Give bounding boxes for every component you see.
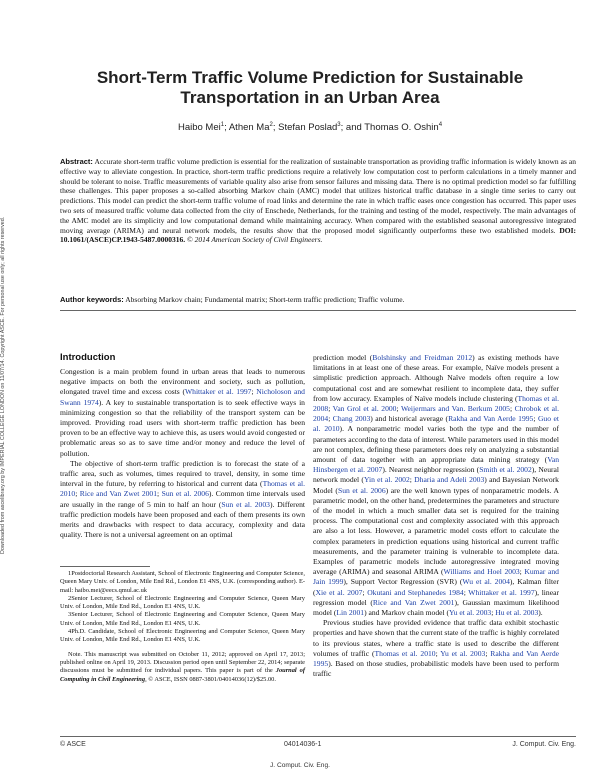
- citation-link[interactable]: Nicholoson and Swann 1974: [60, 387, 305, 407]
- left-column: [60, 367, 305, 540]
- author-affiliation-mark: 1: [220, 122, 225, 128]
- paragraph-text: ;: [435, 648, 441, 658]
- citation-link[interactable]: Van Hinsbergen et al. 2007: [313, 455, 559, 475]
- citation-link[interactable]: Rice and Van Zwet 2001: [79, 489, 158, 499]
- paragraph-text: The objective of short-term traffic prediction is to forecast the state of a traffic area, such as volumes, times required to travel, density, in some time interval in the future, by referring to historical and current data (: [60, 458, 305, 489]
- citation-link[interactable]: Yu et al. 2003: [440, 648, 486, 658]
- footnote-2: 2Senior Lecturer, School of Electronic Engineering and Computer Science, Queen Mary Univ. of London, Mile End Rd., London E1 4NS, U.K.: [60, 594, 305, 611]
- citation-link[interactable]: Rice and Van Zwet 2001: [372, 597, 455, 607]
- footnote-4: 4Ph.D. Candidate, School of Electronic Engineering and Computer Science, Queen Mary Univ. of London, Mile End Rd., London E1 4NS, U.K.: [60, 628, 305, 644]
- keywords-label: Author keywords:: [60, 295, 124, 304]
- citation-link[interactable]: Whittaker et al. 1997: [468, 587, 535, 597]
- citation-link[interactable]: Wu et al. 2004: [462, 577, 510, 587]
- footer-divider: [60, 736, 576, 737]
- citation-link[interactable]: Weijermars and Van. Berkum 2005: [400, 404, 510, 414]
- footer-journal: J. Comput. Civ. Eng.: [512, 741, 576, 748]
- citation-link[interactable]: Thomas et al. 2010: [60, 479, 306, 499]
- paragraph-text: Congestion is a main problem found in urban areas that leads to numerous negative impacts on both the environment and society, such as pollution, elongated travel time and excess costs (: [60, 367, 305, 397]
- citation-link[interactable]: Thomas et al. 2008: [313, 393, 560, 414]
- paragraph-text: ;: [463, 587, 469, 597]
- citation-link[interactable]: Sun et al. 2006: [161, 489, 209, 499]
- citation-link[interactable]: Xie et al. 2007: [315, 587, 363, 597]
- download-side-note: Downloaded from ascelibrary.org by IMPERIAL COLLEGE LONDON on 11/07/14. Copyright ASCE. For personal use only; all rights reserved.: [0, 216, 6, 554]
- citation-link[interactable]: Dharia and Adeli 2003: [414, 475, 485, 485]
- submission-note-text: Note. This manuscript was submitted on October 11, 2012; approved on April 17, 2013; published online on April 19, 2013. Discussion period open until September 22, 2014; separate discussions must be submitted for individual papers. This paper is part of the: [60, 650, 305, 675]
- paragraph-text: ), Gaussian maximum likelihood model (: [313, 597, 560, 618]
- submission-note: [60, 651, 305, 684]
- paragraph-text: ). A key to sustainable transportation is to seek effective ways in minimizing congestion so that the reliability of the transport system can be improved. Providing road users with short-term traffic prediction has been proven to be an effective way to achieve this, as users would avoid congested or problematic areas so as to save time and/or money and reduce the level of pollution.: [60, 397, 305, 458]
- intro-paragraph-2: [60, 459, 305, 541]
- citation-link[interactable]: Rakha and Van Aerde 1995: [313, 648, 560, 669]
- running-footer: J. Comput. Civ. Eng.: [270, 762, 330, 769]
- author-separator: ;: [272, 122, 279, 134]
- author-name: Athen Ma: [228, 122, 270, 134]
- citation-link[interactable]: Lin 2001: [336, 608, 365, 618]
- keywords-text: Absorbing Markov chain; Fundamental matrix; Short-term traffic prediction; Traffic volume.: [125, 295, 405, 304]
- paragraph-text: ;: [251, 387, 257, 397]
- citation-link[interactable]: Whittaker et al. 1997: [184, 387, 252, 397]
- citation-link[interactable]: Williams and Hoel 2003: [443, 567, 520, 577]
- footer-page-number: 04014036-1: [284, 741, 322, 748]
- paragraph-text: ) and historical average (: [370, 414, 449, 424]
- journal-name: Journal of Computing in Civil Engineering: [60, 667, 305, 683]
- paragraph-text: ) and Bayesian Network Model (: [313, 475, 559, 495]
- paragraph-text: ;: [328, 404, 333, 414]
- paragraph-text: ). A nonparametric model varies both the type and the number of parameters according to the data of interest. While parameters used in this model are not complex, defining these parameters does rely on analyzing a substantial amount of data together with an appropriate data mining strategy (: [313, 424, 559, 465]
- introduction-heading: Introduction: [60, 352, 116, 363]
- citation-link[interactable]: Thomas et al. 2010: [374, 648, 436, 658]
- paragraph-text: ), Support Vector Regression (SVR) (: [343, 577, 463, 587]
- paragraph-text: ;: [75, 489, 80, 499]
- citation-link[interactable]: Chrobok et al. 2004: [313, 404, 560, 424]
- intro-paragraph-1: [60, 367, 305, 459]
- author-separator: ; and: [340, 122, 365, 134]
- footnote-3: 3Senior Lecturer, School of Electronic Engineering and Computer Science, Queen Mary Univ. of London, Mile End Rd., London E1 4NS, U.K.: [60, 611, 305, 627]
- paragraph-text: Previous studies have provided evidence that traffic data exhibit stochastic properties and have shown that the current state of the traffic is highly correlated to its previous states, where a traffic state is used to describe the different volumes of traffic (: [313, 618, 559, 658]
- author-keywords: [60, 295, 576, 305]
- citation-link[interactable]: Van Grol et al. 2000: [332, 404, 397, 414]
- paragraph-text: ;: [157, 489, 162, 499]
- citation-link[interactable]: Guo et al. 2010: [313, 414, 559, 434]
- citation-link[interactable]: Hu et al. 2003: [495, 608, 539, 618]
- author-name: Thomas O. Oshin: [364, 122, 439, 134]
- citation-link[interactable]: Kumar and Jain 1999: [313, 567, 559, 587]
- paragraph-text: ). Common time intervals used are usually in the range of 5 min to half an hour (: [60, 489, 306, 509]
- abstract-label: Abstract:: [60, 157, 93, 166]
- paragraph-text: ). Nearest neighbor regression (: [382, 465, 480, 475]
- intro-paragraph-4: [313, 618, 559, 679]
- paragraph-text: ;: [491, 608, 496, 618]
- citation-link[interactable]: Okutani and Stephanedes 1984: [367, 587, 464, 597]
- paper-title: Short-Term Traffic Volume Prediction for Sustainable Transportation in an Urban Area: [96, 68, 524, 107]
- paragraph-text: ), linear regression model (: [313, 587, 559, 607]
- paragraph-text: ;: [533, 414, 538, 424]
- paragraph-text: ). Based on those studies, probabilistic models have been used to perform traffic: [313, 659, 559, 679]
- intro-paragraph-3: [313, 353, 559, 618]
- citation-link[interactable]: Chang 2003: [332, 414, 371, 424]
- paragraph-text: ;: [362, 587, 368, 597]
- paragraph-text: ). Different traffic prediction models have been proposed and each of them presents its own merits and drawbacks with respect to data accuracy, complexity and data quality. There is not a universal agreement on an optimal: [60, 499, 305, 540]
- author-affiliation-mark: 2: [269, 122, 273, 128]
- paragraph-text: ) as existing methods have limitations in at least one of these areas. For example, Naïve models present a simplistic prediction approach. Although Naïve models often require a low computational cost and are somewhat resilient to incomplete data, they suffer from low accuracy. Examples of Naïve models include clustering (: [313, 353, 559, 403]
- submission-note-tail: , © ASCE, ISSN 0887-3801/04014036(12)/$25.00.: [145, 675, 276, 683]
- paragraph-text: ) and Markov chain model (: [364, 608, 450, 618]
- abstract-text: Accurate short-term traffic volume prediction is essential for the realization of sustainable transportation as providing traffic information is widely known as an effective way to alleviate congestion. In practice, short-term traffic predictions require a relatively low computation cost to perform calculations in a timely manner and should be tolerant to noise. Traffic measurements of variable quality also arise from sensor failures and missing data. There is no optimal prediction model so far fulfilling these challenges. This paper proposes a so-called absorbing Markov chain (AMC) model that utilizes historical traffic database in a single time series to carry out predictions. This model can predict the short-term traffic volume of road links and determine the rate in which traffic eases once congestion has occurred. This paper uses two sets of measured traffic volume data collected from the city of Enschede, Netherlands, for the training and testing of the model, respectively. The main advantages of the AMC model are its simplicity and low computational demand while maintaining accuracy. When compared with the established seasonal autoregressive integrated moving average (ARIMA) and neural network models, the results show that the proposed model significantly outperforms these two established models.: [60, 157, 576, 235]
- paragraph-text: prediction model (: [313, 353, 373, 362]
- author-separator: ;: [224, 122, 229, 134]
- abstract: [60, 157, 576, 245]
- paragraph-text: ) are the well known types of nonparametric models. A parametric model, on the other hand, predetermines the parameters and structure of the model in which a much smaller data set is required for the training process. The computational cost and complexity associated with this approach are also a lot less. However, a parametric model costs effort to calculate the complex parameters in prediction equations using historical and current traffic measurements, and the parameter training is vulnerable to incomplete data. Examples of parametric models include autoregressive integrated moving average (ARIMA) and seasonal ARIMA (: [313, 485, 559, 577]
- paragraph-text: ;: [328, 414, 333, 424]
- paragraph-text: ;: [409, 475, 415, 485]
- footer-copyright: © ASCE: [60, 741, 86, 748]
- paragraph-text: ), Kalman filter (: [313, 577, 559, 597]
- citation-link[interactable]: Smith et al. 2002: [479, 465, 532, 475]
- keywords-divider: [60, 310, 576, 311]
- citation-link[interactable]: Sun et al. 2003: [221, 499, 270, 509]
- paragraph-text: ;: [396, 404, 401, 414]
- abstract-copyright: © 2014 American Society of Civil Engineers.: [187, 235, 323, 245]
- author-affiliation-mark: 3: [337, 122, 341, 128]
- paragraph-text: ;: [509, 404, 515, 414]
- footnote-divider: [60, 566, 150, 567]
- author-name: Stefan Poslad: [278, 122, 338, 134]
- footnotes: [60, 566, 305, 684]
- paragraph-text: ;: [485, 648, 491, 658]
- right-column: [313, 353, 559, 680]
- author-affiliation-mark: 4: [438, 122, 443, 128]
- citation-link[interactable]: Rakha and Van Aerde 1995: [448, 414, 534, 424]
- paragraph-text: ;: [519, 567, 525, 577]
- paragraph-text: ).: [538, 608, 543, 618]
- citation-link[interactable]: Yin et al. 2002: [363, 475, 410, 485]
- author-name: Haibo Mei: [177, 122, 221, 134]
- paragraph-text: ), Neural network model (: [313, 465, 559, 485]
- citation-link[interactable]: Yu et al. 2003: [449, 608, 492, 618]
- citation-link[interactable]: Bolshinsky and Freidman 2012: [372, 353, 473, 362]
- footnote-1: 1Postdoctorial Research Assistant, School of Electronic Engineering and Computer Science, Queen Mary Univ. of London, Mile End Rd., London E1 4NS, U.K. (corresponding author). E-mail: haibo.mei@eecs.qmul.ac.uk: [60, 570, 305, 594]
- author-list: [40, 122, 580, 133]
- doi-link[interactable]: DOI: 10.1061/(ASCE)CP.1943-5487.0000316.: [60, 225, 576, 245]
- citation-link[interactable]: Sun et al. 2006: [337, 485, 386, 495]
